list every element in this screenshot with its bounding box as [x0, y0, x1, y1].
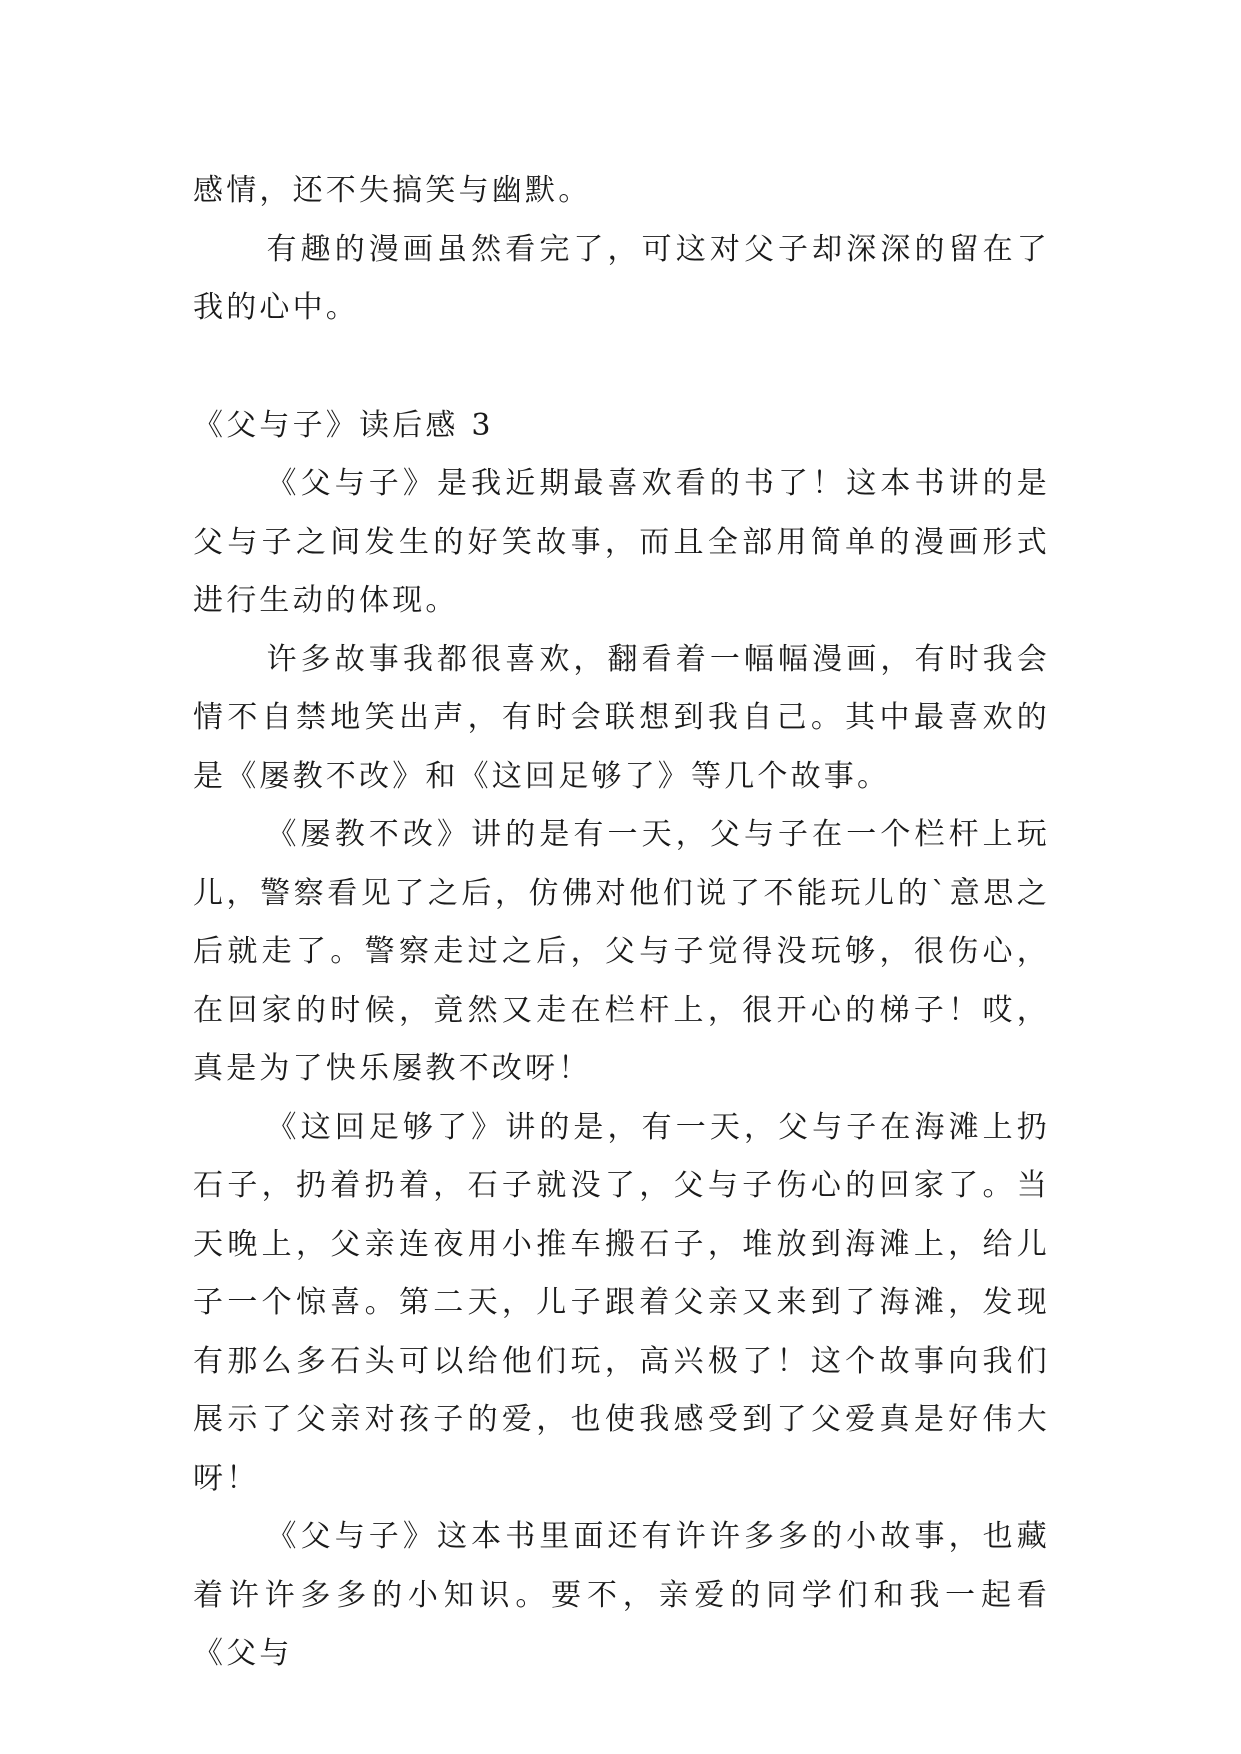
- paragraph-story-one: 《屡教不改》讲的是有一天，父与子在一个栏杆上玩儿，警察看见了之后，仿佛对他们说了不能玩儿的`意思之后就走了。警察走过之后，父与子觉得没玩够，很伤心，在回家的时候，竟然又走在栏杆上，很开心的梯子！哎，真是为了快乐屡教不改呀！: [193, 817, 1050, 1086]
- paragraph-favorites: 许多故事我都很喜欢，翻看着一幅幅漫画，有时我会情不自禁地笑出声，有时会联想到我自己。其中最喜欢的是《屡教不改》和《这回足够了》等几个故事。: [193, 641, 1050, 794]
- paragraph-conclusion: 《父与子》这本书里面还有许许多多的小故事，也藏着许许多多的小知识。要不，亲爱的同学们和我一起看《父与: [193, 1519, 1050, 1671]
- paragraph-intro: 《父与子》是我近期最喜欢看的书了！这本书讲的是父与子之间发生的好笑故事，而且全部用简单的漫画形式进行生动的体现。: [193, 466, 1050, 618]
- essay-heading: 《父与子》读后感 3: [193, 407, 494, 443]
- paragraph-story-two: 《这回足够了》讲的是，有一天，父与子在海滩上扔石子，扔着扔着，石子就没了，父与子伤心的回家了。当天晚上，父亲连夜用小推车搬石子，堆放到海滩上，给儿子一个惊喜。第二天，儿子跟着父亲又来到了海滩，发现有那么多石头可以给他们玩，高兴极了！这个故事向我们展示了父亲对孩子的爱，也使我感受到了父爱真是好伟大呀！: [193, 1109, 1050, 1496]
- paragraph-continued: 感情，还不失搞笑与幽默。: [193, 173, 592, 208]
- document-page: [193, 162, 1050, 1684]
- paragraph-closing: 有趣的漫画虽然看完了，可这对父子却深深的留在了我的心中。: [193, 231, 1050, 325]
